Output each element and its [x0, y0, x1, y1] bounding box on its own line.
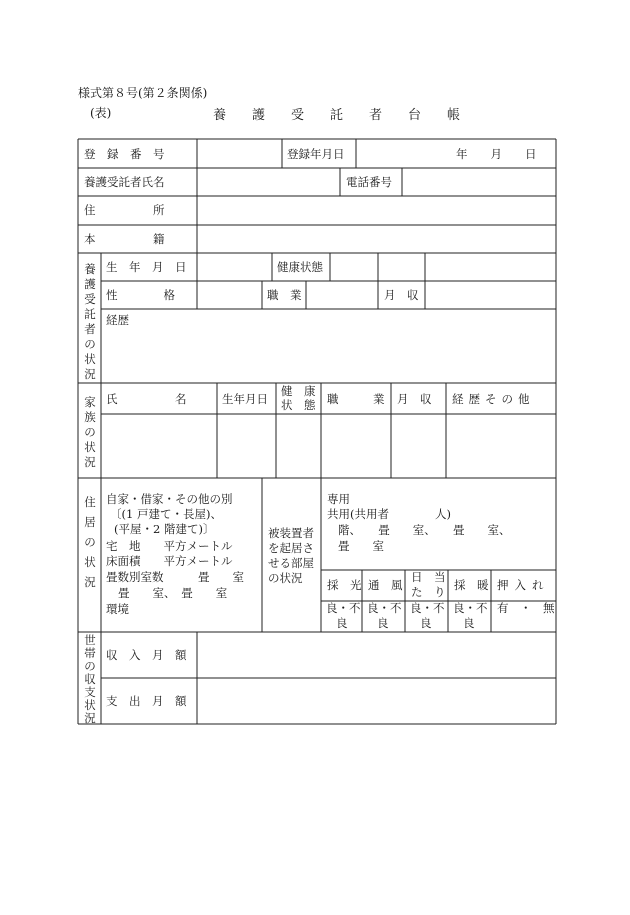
housing-rooms-line-2: 畳 室、 畳 室: [118, 586, 228, 600]
room-tatami-line: 畳 室: [338, 539, 384, 553]
form-number: 様式第８号(第２条関係): [78, 86, 208, 100]
foster-name-label: 養護受託者氏名: [84, 175, 165, 189]
room-exclusive-line: 専用: [327, 492, 350, 506]
condition-side-label: 養護受託者の状況: [84, 262, 96, 381]
room-label-4: の状況: [268, 571, 303, 585]
job-label: 職 業: [267, 288, 302, 302]
phone-label: 電話番号: [346, 175, 392, 189]
birth-label: 生 年 月 日: [106, 260, 187, 274]
light-good-bad-2: 良: [336, 616, 348, 630]
housing-rooms-line: 畳数別室数 畳 室: [106, 570, 244, 584]
vent-good-bad-1: 良・不: [367, 601, 402, 615]
date-placeholder: 年 月 日: [456, 147, 537, 161]
personality-label: 性 格: [106, 288, 175, 302]
heat-good-bad-2: 良: [463, 616, 475, 630]
closet-label: 押入れ: [497, 578, 550, 592]
housing-floors-line: (平屋・2 階建て)〕: [114, 522, 215, 536]
sunlight-label-1: 日 当: [411, 570, 446, 584]
family-other-label: 経歴その他: [452, 392, 535, 406]
room-label-1: 被装置者: [268, 526, 314, 540]
heat-good-bad-1: 良・不: [453, 601, 488, 615]
income-amount-label: 収 入 月 額: [106, 648, 187, 662]
vent-good-bad-2: 良: [377, 616, 389, 630]
family-health-label-2: 状 態: [281, 398, 316, 412]
light-good-bad-1: 良・不: [326, 601, 361, 615]
address-label: 住 所: [84, 203, 165, 217]
household-side-label: 世帯の収支状況: [84, 633, 96, 725]
history-label: 経歴: [106, 313, 129, 327]
family-name-label: 氏 名: [106, 392, 187, 406]
family-birth-label: 生年月日: [222, 392, 268, 406]
heating-label: 採 暖: [454, 578, 489, 592]
ventilation-label: 通 風: [368, 578, 403, 592]
room-label-2: を起居さ: [268, 541, 314, 555]
room-label-3: せる部屋: [268, 556, 314, 570]
income-label: 月 収: [384, 288, 419, 302]
sun-good-bad-2: 良: [420, 616, 432, 630]
expense-amount-label: 支 出 月 額: [106, 694, 187, 708]
family-job-label: 職 業: [327, 392, 385, 406]
document-title: 養護受託者台帳: [213, 108, 487, 123]
reg-number-label: 登 録 番 号: [84, 147, 165, 161]
front-side-label: (表): [90, 106, 112, 120]
family-income-label: 月 収: [397, 392, 432, 406]
housing-land-line: 宅 地 平方メートル: [106, 539, 233, 553]
housing-building-line: 〔(1 戸建て・長屋)、: [110, 507, 222, 521]
housing-type-line: 自家・借家・その他の別: [106, 492, 233, 506]
sun-good-bad-1: 良・不: [410, 601, 445, 615]
housing-side-label: 住居の状況: [84, 495, 96, 589]
closet-yes-no: 有 ・ 無: [497, 601, 555, 615]
domicile-label: 本 籍: [84, 232, 165, 246]
family-health-label-1: 健 康: [281, 384, 316, 398]
room-floor-line: 階、 畳 室、 畳 室、: [338, 523, 511, 537]
housing-environment-line: 環境: [106, 602, 129, 616]
family-side-label: 家族の状況: [84, 395, 96, 469]
reg-date-label: 登録年月日: [287, 147, 345, 161]
sunlight-label-2: た り: [411, 585, 446, 599]
housing-floor-area-line: 床面積 平方メートル: [106, 554, 233, 568]
room-shared-line: 共用(共用者 人): [327, 507, 451, 521]
light-label: 採 光: [327, 578, 362, 592]
health-label: 健康状態: [277, 260, 323, 274]
